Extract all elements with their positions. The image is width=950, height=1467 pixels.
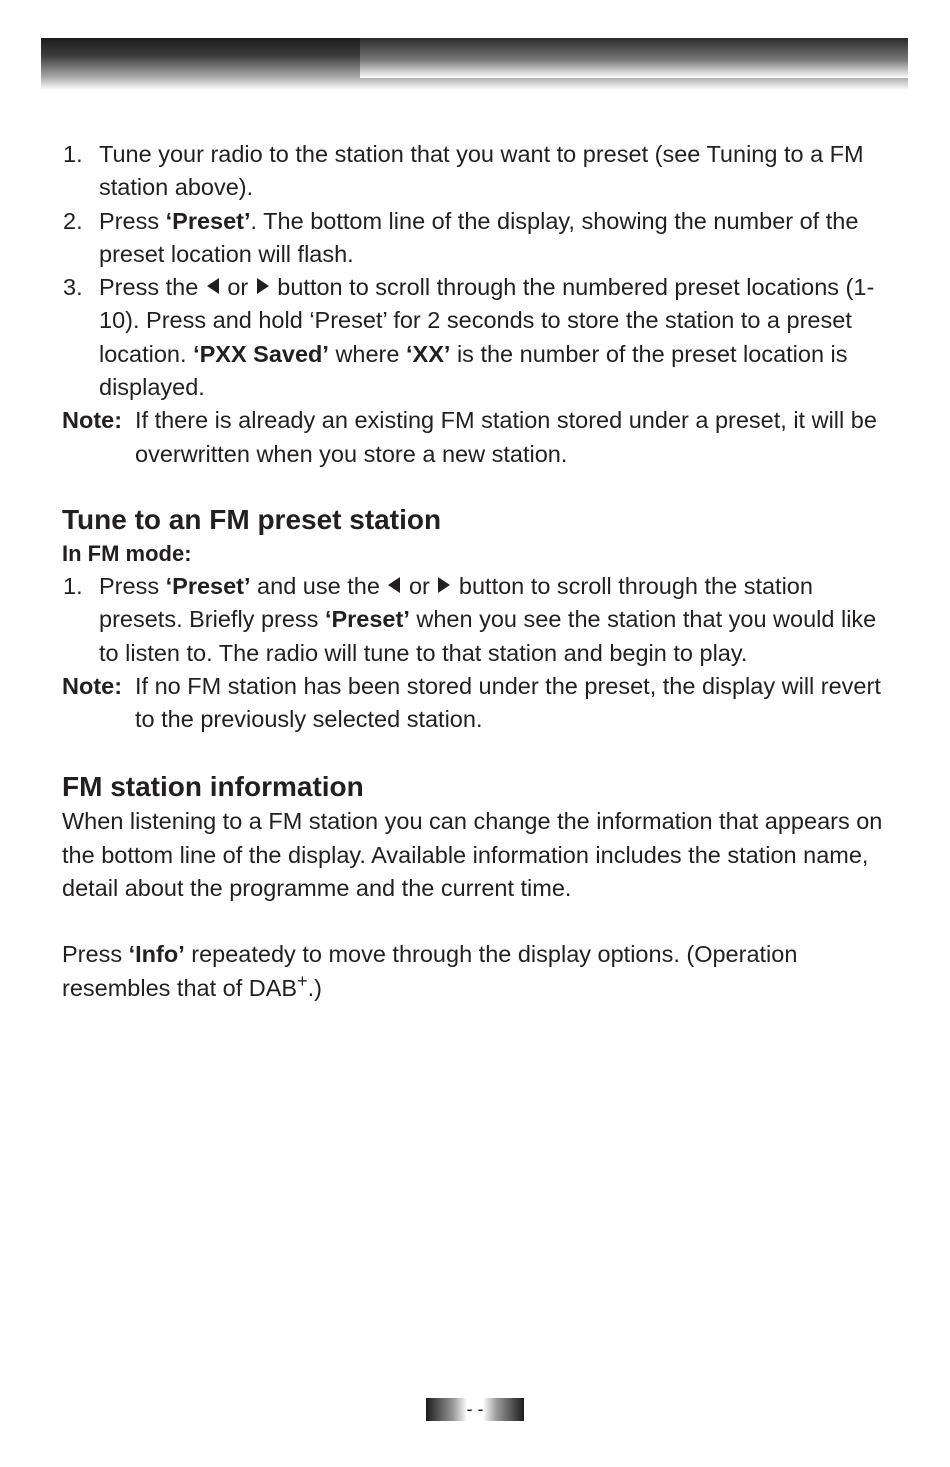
step-text: is the number of the preset location is displayed. <box>99 340 848 401</box>
pxx-saved-label: ‘PXX Saved’ <box>193 340 329 367</box>
step-text: Press the <box>99 274 205 301</box>
step-text: or <box>220 274 255 301</box>
paragraph-text: .) <box>307 974 322 1001</box>
section-subtitle: In FM mode: <box>62 540 192 566</box>
paragraph-text: Press <box>62 941 129 968</box>
step-text: . The bottom line of the display, showing the number of the preset location will flash. <box>99 207 859 267</box>
preset-step-2 <box>62 205 892 272</box>
info-paragraph <box>62 938 892 1005</box>
section-title-station-info: FM station information <box>62 771 364 803</box>
page-number: - - <box>426 1398 524 1421</box>
info-button-label: ‘Info’ <box>128 941 185 968</box>
step-text: Press <box>99 572 166 599</box>
step-text: and use the <box>250 572 387 599</box>
step-number: 2. <box>63 207 83 234</box>
step-text: button to scroll through the numbered preset locations (1-10). Press and hold ‘Preset’ for 2 seconds to store the station to a preset location. <box>99 274 875 367</box>
note-1 <box>62 404 892 471</box>
step-text: Press <box>99 207 166 234</box>
header-bar <box>41 38 908 90</box>
preset-button-label: ‘Preset’ <box>165 572 251 599</box>
step-number: 3. <box>63 274 83 301</box>
preset-button-label: ‘Preset’ <box>165 207 251 234</box>
station-info-paragraph: When listening to a FM station you can change the information that appears on the bottom line of the display. Available information includes the station name, detail about the programme and the current time. <box>62 808 883 902</box>
dab-plus-sup: + <box>297 970 308 991</box>
note-label: Note: <box>62 672 123 699</box>
left-arrow-icon <box>207 278 219 294</box>
note-text: If there is already an existing FM station stored under a preset, it will be overwritten when you store a new station. <box>135 407 877 467</box>
right-arrow-icon <box>257 278 269 294</box>
preset-step-3 <box>62 271 892 404</box>
section-title-preset-station: Tune to an FM preset station <box>62 503 442 535</box>
step-number: 1. <box>63 572 83 599</box>
preset-station-step-1 <box>62 570 892 670</box>
step-text: or <box>402 572 437 599</box>
left-arrow-icon <box>388 577 400 593</box>
xx-label: ‘XX’ <box>406 340 451 367</box>
note-2 <box>62 670 892 737</box>
step-text: button to scroll through the station presets. Briefly press <box>99 572 813 633</box>
note-label: Note: <box>62 407 123 434</box>
preset-button-label: ‘Preset’ <box>324 606 410 633</box>
note-text: If no FM station has been stored under the preset, the display will revert to the previously selected station. <box>135 672 881 733</box>
header-bar-gradient <box>360 38 908 78</box>
paragraph-text: repeatedy to move through the display options. (Operation resembles that of DAB <box>62 941 798 1001</box>
right-arrow-icon <box>438 577 450 593</box>
page-content <box>62 138 892 1005</box>
step-text: where <box>328 340 406 367</box>
step-number: 1. <box>63 141 83 167</box>
step-text: Tune your radio to the station that you want to preset (see Tuning to a FM station above). <box>99 141 864 201</box>
step-text: when you see the station that you would like to listen to. The radio will tune to that station and begin to play. <box>99 606 877 666</box>
preset-step-1 <box>62 138 892 205</box>
